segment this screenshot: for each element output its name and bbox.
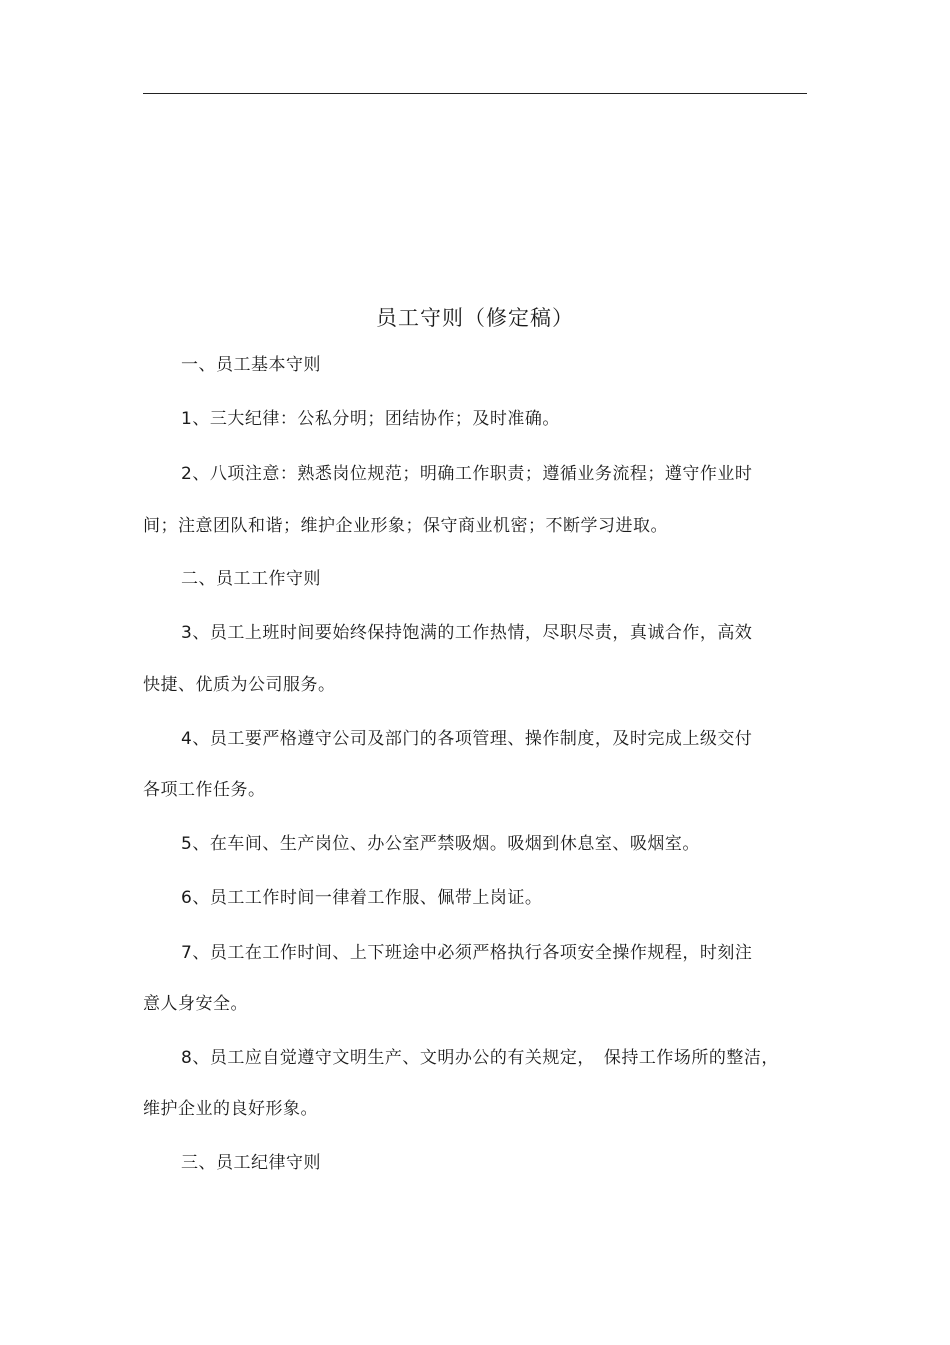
header-rule [143, 93, 807, 94]
rule-4-line-1: 4、员工要严格遵守公司及部门的各项管理、操作制度，及时完成上级交付 [181, 729, 753, 749]
rule-6: 6、员工工作时间一律着工作服、佩带上岗证。 [181, 888, 543, 908]
rule-4-line-2: 各项工作任务。 [143, 780, 266, 800]
rule-8-line-1: 8、员工应自觉遵守文明生产、文明办公的有关规定， 保持工作场所的整洁， [181, 1048, 779, 1068]
section-heading-work: 二、员工工作守则 [181, 569, 321, 589]
rule-1: 1、三大纪律：公私分明；团结协作；及时准确。 [181, 409, 560, 429]
rule-3-line-1: 3、员工上班时间要始终保持饱满的工作热情，尽职尽责，真诚合作，高效 [181, 623, 753, 643]
rule-7-line-2: 意人身安全。 [143, 994, 248, 1014]
rule-8-line-2: 维护企业的良好形象。 [143, 1099, 318, 1119]
document-title: 员工守则（修定稿） [376, 306, 574, 330]
rule-5: 5、在车间、生产岗位、办公室严禁吸烟。吸烟到休息室、吸烟室。 [181, 834, 700, 854]
rule-2-line-1: 2、八项注意：熟悉岗位规范；明确工作职责；遵循业务流程；遵守作业时 [181, 464, 753, 484]
rule-7-line-1: 7、员工在工作时间、上下班途中必须严格执行各项安全操作规程，时刻注 [181, 943, 753, 963]
section-heading-discipline: 三、员工纪律守则 [181, 1153, 321, 1173]
rule-2-line-2: 间；注意团队和谐；维护企业形象；保守商业机密；不断学习进取。 [143, 516, 668, 536]
rule-3-line-2: 快捷、优质为公司服务。 [143, 675, 336, 695]
section-heading-basic: 一、员工基本守则 [181, 355, 321, 375]
